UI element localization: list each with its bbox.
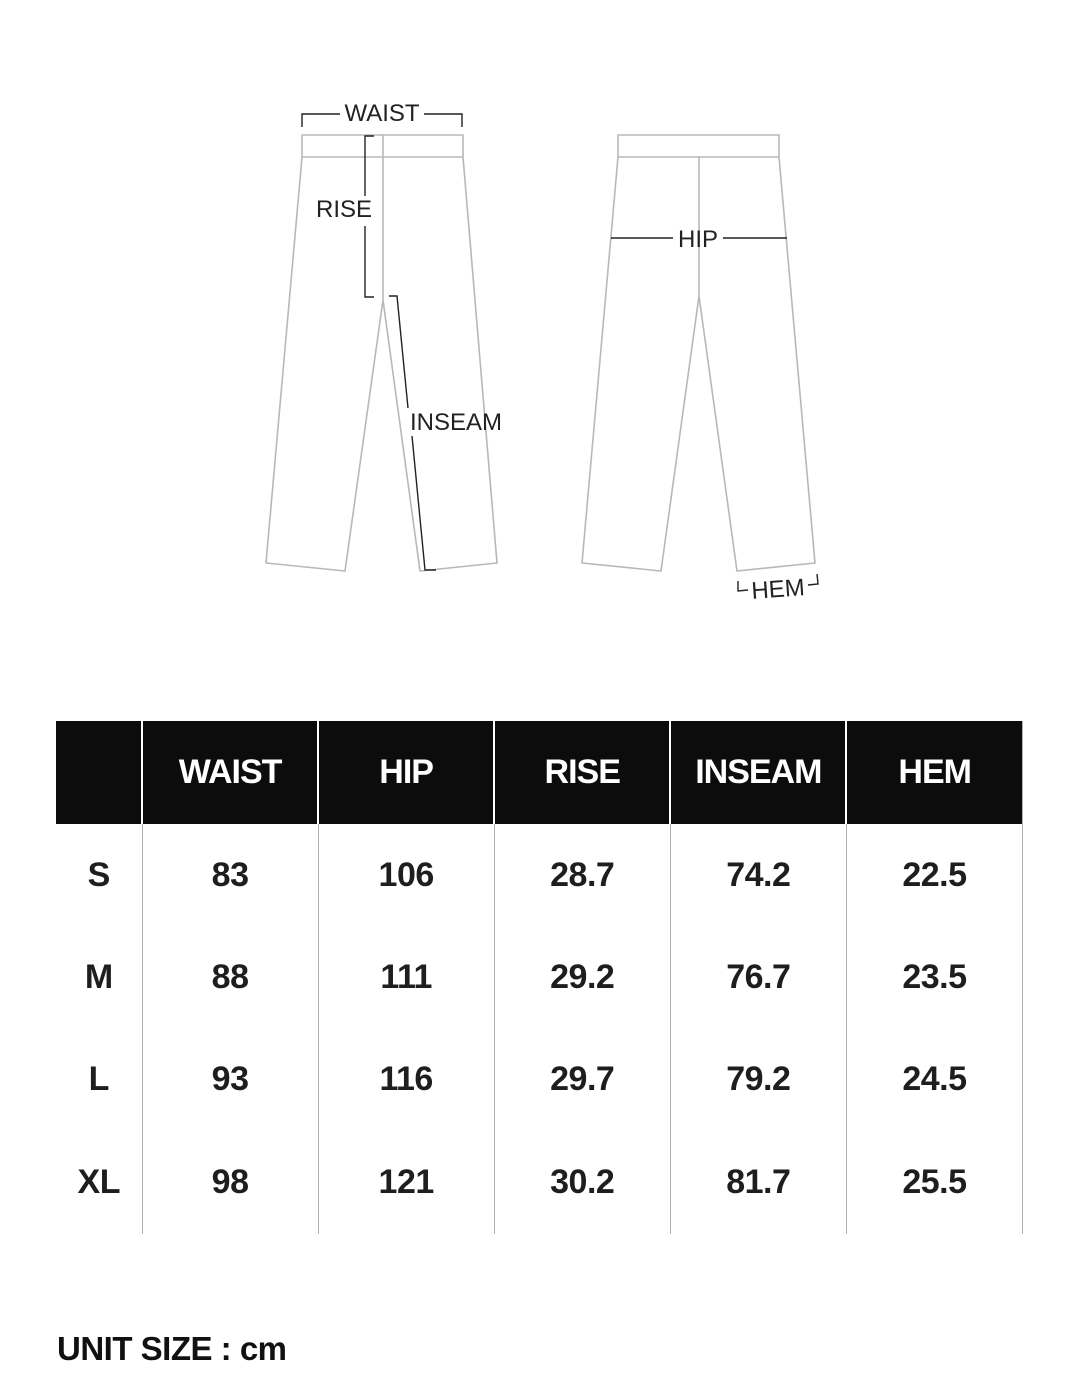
size-chart-header <box>56 721 1023 824</box>
header-row <box>56 721 1023 824</box>
size-label: S <box>87 855 110 894</box>
header-waist: WAIST <box>142 721 318 824</box>
table-cell: 116 <box>318 1028 494 1130</box>
hem-label: HEM <box>750 574 806 605</box>
table-cell: 25.5 <box>846 1130 1022 1234</box>
table-cell: 24.5 <box>846 1028 1022 1130</box>
pants-back-outline <box>582 135 815 571</box>
table-cell: 29.7 <box>494 1028 670 1130</box>
table-row <box>56 1130 1023 1234</box>
pants-front-outline <box>266 135 497 571</box>
pants-measurement-diagram <box>0 0 1080 660</box>
size-label: M <box>84 957 113 996</box>
table-row <box>56 926 1023 1028</box>
header-inseam: INSEAM <box>670 721 846 824</box>
header-hip: HIP <box>318 721 494 824</box>
inseam-label: INSEAM <box>409 409 503 436</box>
table-cell: 121 <box>318 1130 494 1234</box>
table-cell: 81.7 <box>670 1130 846 1234</box>
size-chart-body <box>56 824 1023 1234</box>
size-chart-table <box>56 721 1023 1234</box>
header-hem: HEM <box>846 721 1022 824</box>
table-cell: 79.2 <box>670 1028 846 1130</box>
size-label: XL <box>77 1162 120 1201</box>
table-cell: 22.5 <box>846 824 1022 926</box>
table-cell: 76.7 <box>670 926 846 1028</box>
hip-label: HIP <box>677 226 719 253</box>
table-cell: 111 <box>318 926 494 1028</box>
waist-label: WAIST <box>344 100 420 127</box>
unit-size-note: UNIT SIZE : cm <box>57 1330 287 1367</box>
table-cell: 29.2 <box>494 926 670 1028</box>
table-cell: 30.2 <box>494 1130 670 1234</box>
table-row <box>56 824 1023 926</box>
table-cell: 74.2 <box>670 824 846 926</box>
table-cell: 98 <box>142 1130 318 1234</box>
table-cell: 88 <box>142 926 318 1028</box>
header-size-corner <box>56 721 142 824</box>
table-cell: 28.7 <box>494 824 670 926</box>
table-row <box>56 1028 1023 1130</box>
table-cell: 93 <box>142 1028 318 1130</box>
size-label: L <box>88 1059 109 1098</box>
table-cell: 83 <box>142 824 318 926</box>
table-cell: 23.5 <box>846 926 1022 1028</box>
table-cell: 106 <box>318 824 494 926</box>
rise-label: RISE <box>315 196 373 223</box>
header-rise: RISE <box>494 721 670 824</box>
